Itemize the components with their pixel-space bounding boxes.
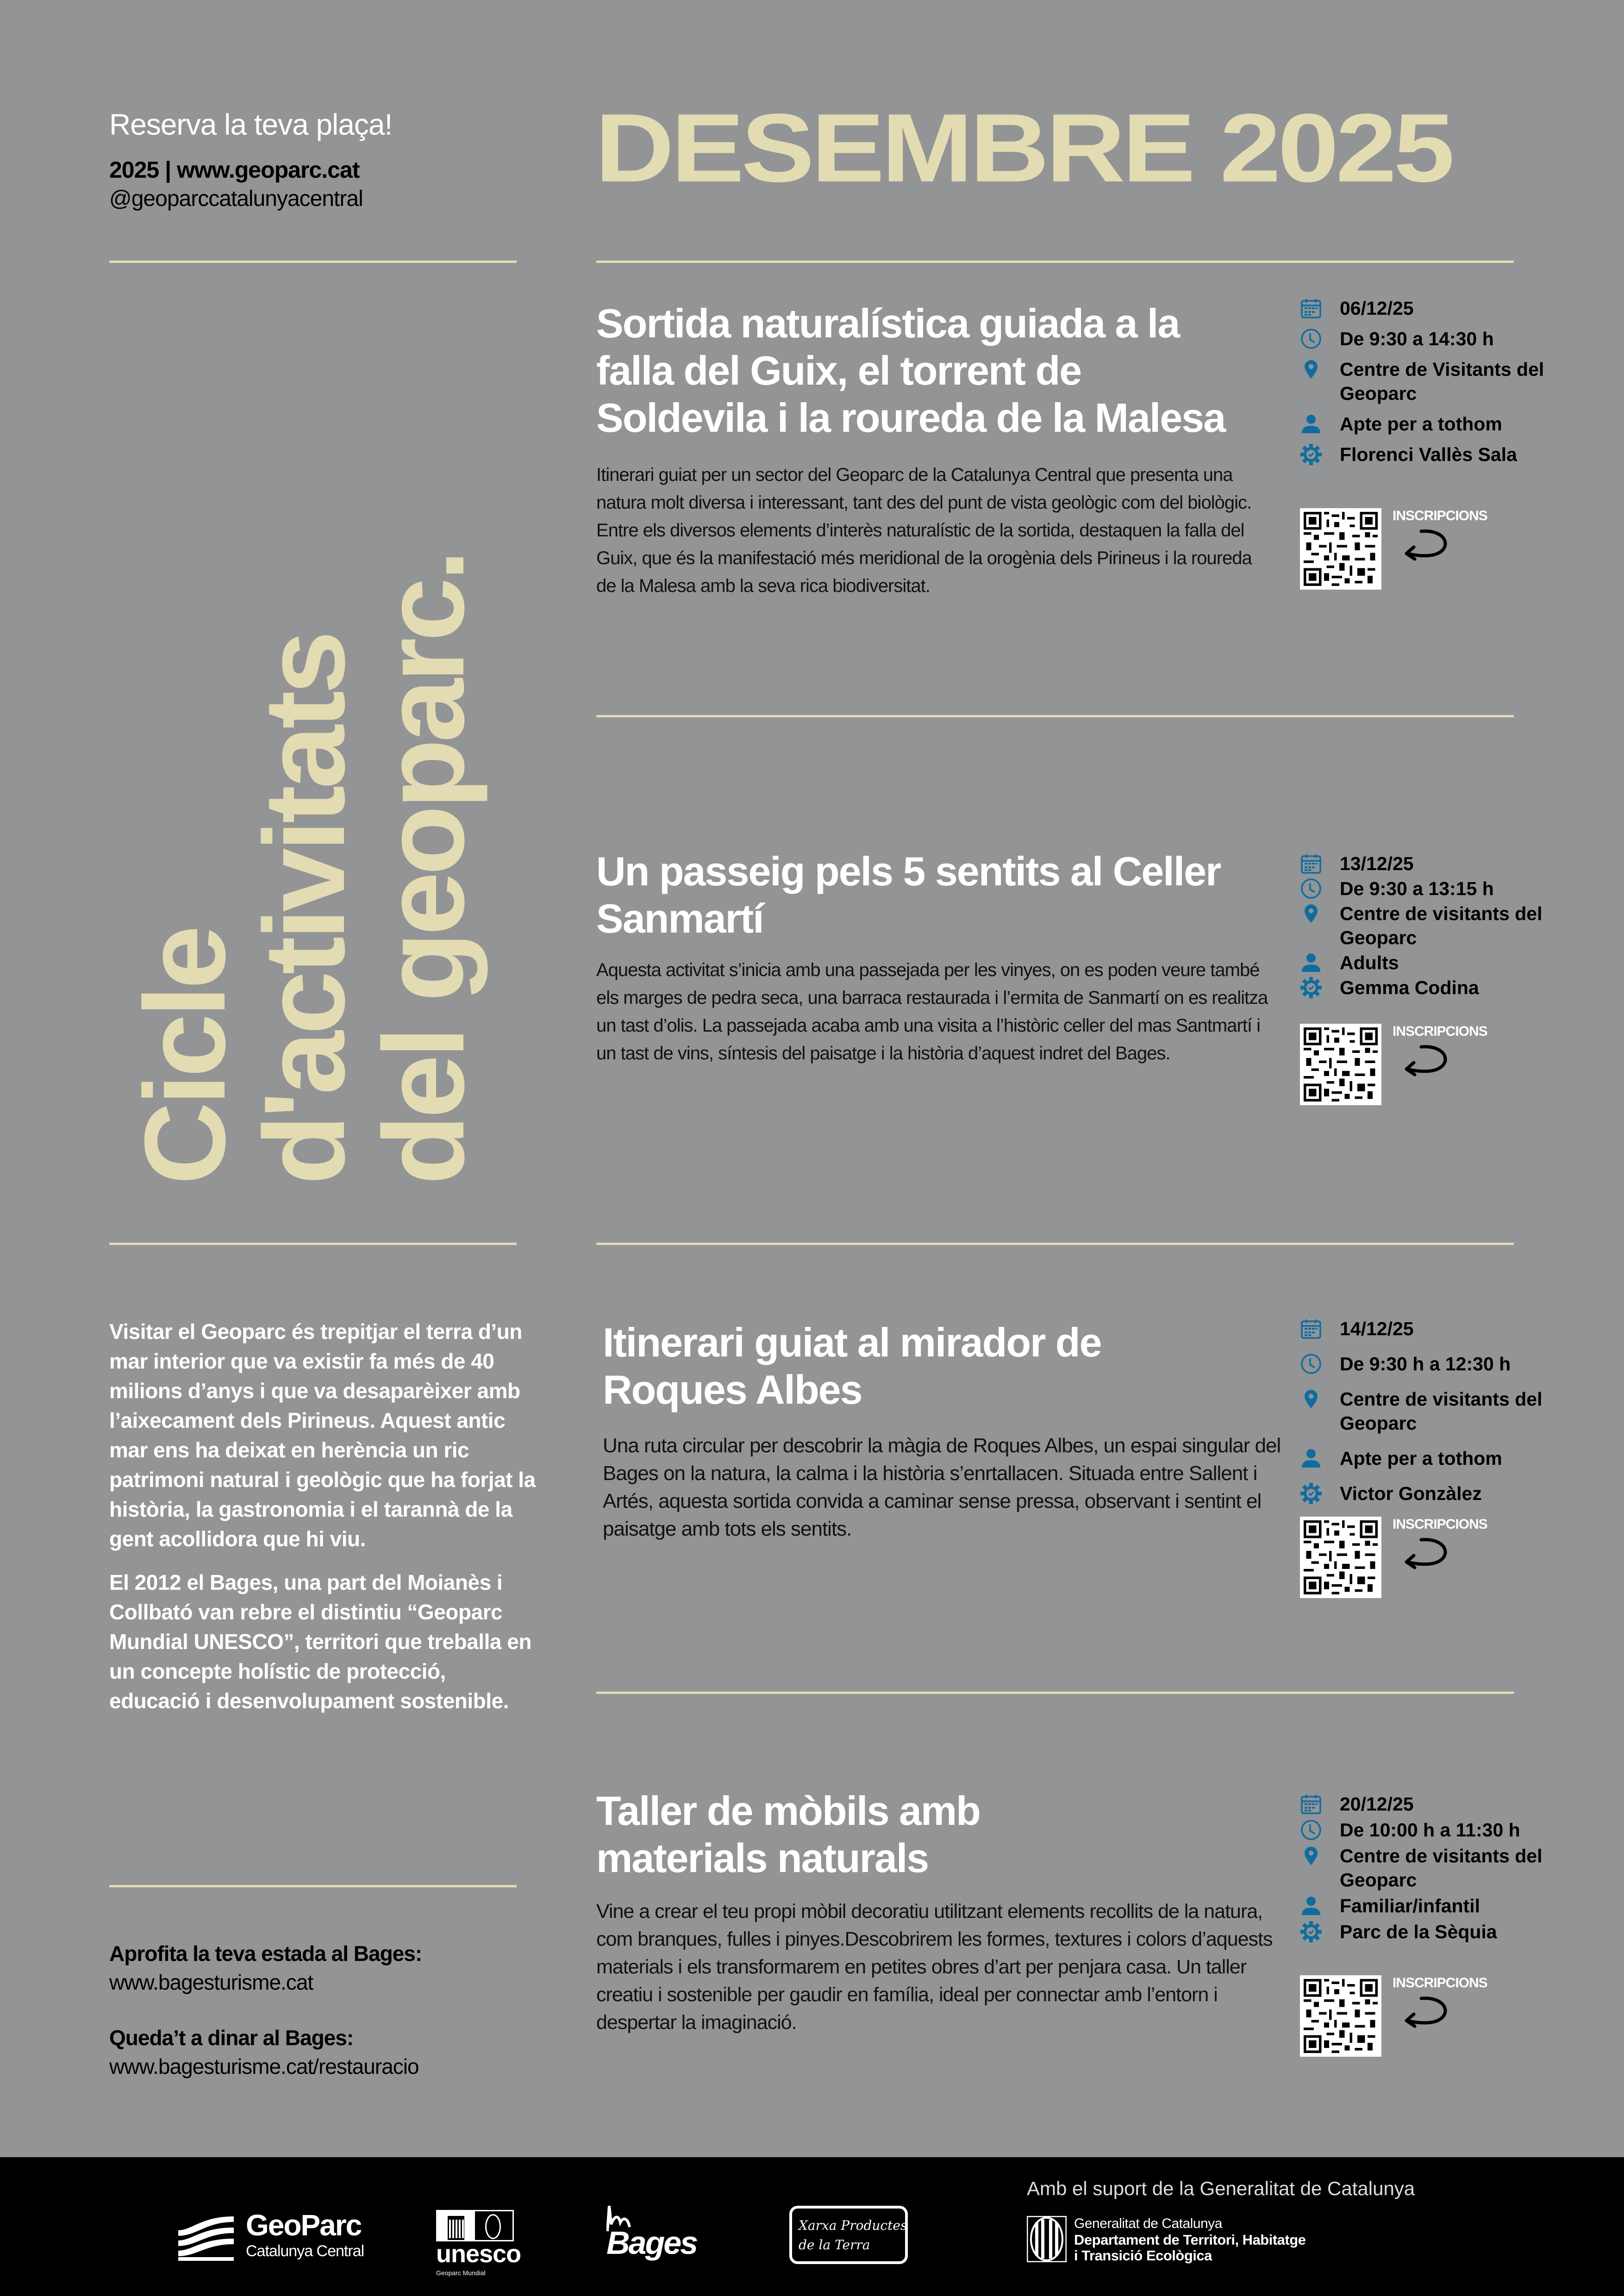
calendar-icon [1300, 297, 1322, 319]
user-icon [1300, 952, 1322, 974]
xarxa-line-1: Xarxa Productes [799, 2218, 907, 2233]
divider [109, 261, 517, 263]
event-audience: Familiar/infantil [1340, 1895, 1480, 1916]
signup-qr-code[interactable] [1300, 508, 1381, 590]
cycle-title [120, 329, 488, 1185]
event-card-3 [603, 1319, 1288, 1543]
generalitat-emblem-icon [1027, 2216, 1067, 2262]
divider [596, 715, 1514, 717]
month-title: DESEMBRE 2025 [595, 93, 1452, 202]
location-pin-icon [1300, 1388, 1322, 1410]
location-pin-icon [1300, 902, 1322, 925]
event-title: Taller de mòbils amb materials naturals [596, 1788, 980, 1881]
social-handle[interactable]: @geoparccatalunyacentral [109, 187, 363, 211]
location-pin-icon [1300, 1845, 1322, 1867]
event-description: Itinerari guiat per un sector del Geoparc de la Catalunya Central que presenta una natura molt diversa i interessant, tant des del punt de vista geològic com del biològic. Entre els diversos elements d’interès naturalístic de la sortida, destaquen la falla del Guix, que és la manifestació més meridional de la orogènia dels Pirineus i la roureda de la Malesa amb la seva rica biodiversitat. [596, 465, 1252, 596]
event-card-4 [596, 1787, 1281, 2036]
curved-arrow-icon [1403, 1042, 1454, 1079]
event-meta-4 [1300, 1792, 1559, 2063]
gear-check-icon [1300, 977, 1322, 999]
divider [596, 1692, 1514, 1694]
event-date: 06/12/25 [1340, 298, 1414, 319]
cycle-title-line2: d'activitats [240, 634, 369, 1185]
food-label: Queda’t a dinar al Bages: [109, 2026, 354, 2050]
curved-arrow-icon [1403, 527, 1454, 564]
unesco-emblem-icon [436, 2210, 514, 2241]
signup-label: INSCRIPCIONS [1393, 1517, 1487, 1532]
about-paragraph-2: El 2012 el Bages, una part del Moianès i Collbató van rebre el distintiu “Geoparc Mundial UNESCO”, territori que treballa en un concepte holístic de protecció, educació i desenvolupament sostenible. [109, 1570, 531, 1713]
event-audience: Apte per a tothom [1340, 413, 1502, 435]
xarxa-line-2: de la Terra [799, 2237, 870, 2252]
event-date: 14/12/25 [1340, 1318, 1414, 1339]
event-card-1 [596, 300, 1272, 600]
divider [596, 261, 1514, 263]
event-meta-2 [1300, 852, 1559, 1112]
cycle-title-line3: del geoparc. [359, 553, 488, 1185]
event-time: De 9:30 h a 12:30 h [1340, 1353, 1511, 1375]
event-guide: Florenci Vallès Sala [1340, 444, 1517, 465]
xarxa-productes-logo[interactable] [789, 2206, 908, 2264]
divider [596, 1243, 1514, 1245]
gear-check-icon [1300, 1482, 1322, 1505]
gear-check-icon [1300, 443, 1322, 466]
generalitat-line-1: Generalitat de Catalunya [1074, 2216, 1222, 2231]
website-line[interactable]: 2025 | www.geoparc.cat [109, 157, 360, 183]
gear-check-icon [1300, 1921, 1322, 1943]
signup-qr-code[interactable] [1300, 1024, 1381, 1105]
clock-icon [1300, 1819, 1322, 1841]
event-place: Centre de Visitants del Geoparc [1340, 359, 1544, 404]
food-link[interactable]: www.bagesturisme.cat/restauracio [109, 2054, 419, 2078]
calendar-icon [1300, 1793, 1322, 1815]
event-audience: Apte per a tothom [1340, 1448, 1502, 1469]
calendar-icon [1300, 1318, 1322, 1340]
event-card-2 [596, 848, 1281, 1067]
support-text: Amb el suport de la Generalitat de Catalunya [1027, 2178, 1415, 2199]
geoparc-subtitle: Catalunya Central [246, 2242, 364, 2260]
unesco-subtitle: Geoparc Mundial [436, 2269, 486, 2277]
stay-link[interactable]: www.bagesturisme.cat [109, 1970, 313, 1994]
event-place: Centre de visitants del Geoparc [1340, 1845, 1543, 1891]
clock-icon [1300, 1353, 1322, 1375]
event-date: 20/12/25 [1340, 1793, 1414, 1815]
generalitat-line-2: Departament de Territori, Habitatge [1074, 2232, 1306, 2248]
event-title: Sortida naturalística guiada a la falla del Guix, el torrent de Soldevila i la roureda de la Malesa [596, 300, 1225, 441]
unesco-name: unesco [436, 2240, 521, 2268]
signup-label: INSCRIPCIONS [1393, 1975, 1487, 1991]
location-pin-icon [1300, 358, 1322, 380]
event-time: De 9:30 a 14:30 h [1340, 328, 1494, 349]
event-guide: Victor Gonzàlez [1340, 1483, 1482, 1504]
about-geoparc [109, 1317, 540, 1730]
calendar-icon [1300, 852, 1322, 875]
curved-arrow-icon [1403, 1535, 1454, 1572]
signup-qr-code[interactable] [1300, 1517, 1381, 1598]
event-audience: Adults [1340, 952, 1399, 973]
signup-label: INSCRIPCIONS [1393, 508, 1487, 523]
signup-label: INSCRIPCIONS [1393, 1024, 1487, 1039]
clock-icon [1300, 328, 1322, 350]
event-meta-3 [1300, 1317, 1559, 1605]
divider [109, 1243, 517, 1245]
user-icon [1300, 1895, 1322, 1917]
divider [109, 1885, 517, 1887]
geoparc-name: GeoParc [246, 2209, 362, 2242]
event-description: Vine a crear el teu propi mòbil decoratiu utilitzant elements recollits de la natura, com branques, fulles i pinyes.Descobrirem les formes, textures i colors d’aquests materials i els transformarem en petites obres d’art per penjara casa. Un taller creatiu i sostenible per gaudir en família, ideal per connectar amb l’entorn i despertar la imaginació. [596, 1900, 1273, 2034]
about-paragraph-1: Visitar el Geoparc és trepitjar el terra d’un mar interior que va existir fa més de 40 milions d’anys i que va desaparèixer amb l’aixecament dels Pirineus. Aquest antic mar ens ha deixat en herència un ric patrimoni natural i geològic que ha forjat la història, la gastronomia i el tarannà de la gent acollidora que hi viu. [109, 1319, 536, 1551]
event-guide: Gemma Codina [1340, 977, 1479, 998]
event-meta-1 [1300, 296, 1559, 596]
event-place: Centre de visitants del Geoparc [1340, 903, 1543, 948]
signup-qr-code[interactable] [1300, 1975, 1381, 2057]
user-icon [1300, 413, 1322, 435]
event-date: 13/12/25 [1340, 853, 1414, 874]
tourism-links [109, 1939, 572, 2108]
clock-icon [1300, 877, 1322, 900]
event-time: De 10:00 h a 11:30 h [1340, 1819, 1520, 1841]
user-icon [1300, 1447, 1322, 1469]
generalitat-line-3: i Transició Ecològica [1074, 2247, 1212, 2264]
event-title: Itinerari guiat al mirador de Roques Albes [603, 1319, 1101, 1412]
curved-arrow-icon [1403, 1994, 1454, 2031]
cycle-title-line1: Cicle [120, 929, 249, 1185]
event-title: Un passeig pels 5 sentits al Celler Sanmartí [596, 848, 1221, 941]
stay-label: Aprofita la teva estada al Bages: [109, 1941, 422, 1966]
event-place: Centre de visitants del Geoparc [1340, 1388, 1543, 1434]
geoparc-waves-icon [178, 2216, 234, 2261]
event-description: Aquesta activitat s’inicia amb una passejada per les vinyes, on es poden veure també els marges de pedra seca, una barraca restaurada i l’ermita de Sanmartí on es realitza un tast d’olis. La passejada acaba amb una visita a l’històric celler del mas Santmartí i un tast de vins, síntesis del paisatge i la història d’aquest indret del Bages. [596, 960, 1268, 1064]
event-guide: Parc de la Sèquia [1340, 1921, 1497, 1942]
event-description: Una ruta circular per descobrir la màgia de Roques Albes, un espai singular del Bages on la natura, la calma i la història s’enrtallacen. Situada entre Sallent i Artés, aquesta sortida convida a caminar sense pressa, observant i sentint el paisatge amb tots els sentits. [603, 1434, 1281, 1540]
reserve-heading: Reserva la teva plaça! [109, 108, 393, 141]
bages-name: Bages [606, 2225, 697, 2261]
event-time: De 9:30 a 13:15 h [1340, 878, 1494, 899]
